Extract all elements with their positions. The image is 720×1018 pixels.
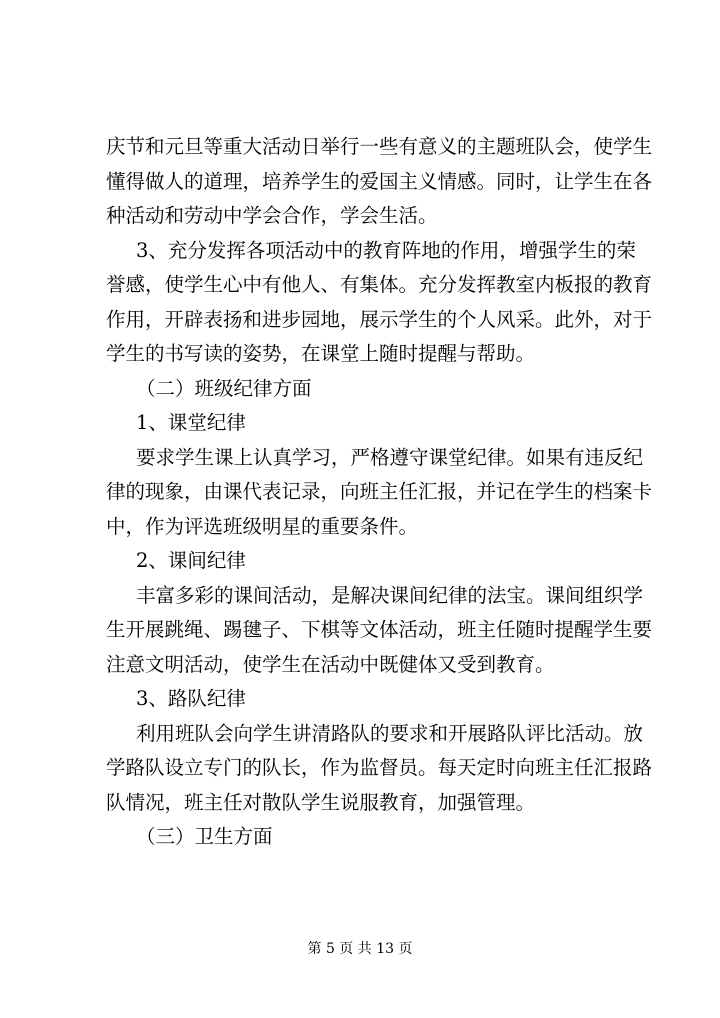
text-line: 要求学生课上认真学习，严格遵守课堂纪律。如果有违反纪 (136, 445, 644, 469)
text-line: 种活动和劳动中学会合作，学会生活。 (106, 204, 438, 227)
document-body (106, 130, 653, 855)
text-line: 誉感，使学生心中有他人、有集体。充分发挥教室内板报的教育 (106, 273, 653, 296)
section-heading: （二）班级纪律方面 (136, 376, 312, 400)
subsection-heading: 2、课间纪律 (136, 549, 246, 572)
text-line: 队情况，班主任对散队学生说服教育，加强管理。 (106, 790, 536, 814)
text-line: 学路队设立专门的队长，作为监督员。每天定时向班主任汇报路 (106, 756, 653, 779)
text-line: 学生的书写读的姿势，在课堂上随时提醒与帮助。 (106, 342, 536, 365)
text-line: 中，作为评选班级明星的重要条件。 (106, 514, 419, 538)
text-line: 作用，开辟表扬和进步园地，展示学生的个人风采。此外，对于 (106, 307, 653, 331)
text-line: 利用班队会向学生讲清路队的要求和开展路队评比活动。放 (136, 721, 644, 745)
text-line: 生开展跳绳、踢毽子、下棋等文体活动，班主任随时提醒学生要 (106, 618, 653, 641)
text-line: 丰富多彩的课间活动，是解决课间纪律的法宝。课间组织学 (136, 583, 644, 607)
text-line: 律的现象，由课代表记录，向班主任汇报，并记在学生的档案卡 (106, 480, 653, 503)
text-line: 3、充分发挥各项活动中的教育阵地的作用，增强学生的荣 (136, 238, 636, 262)
text-line: 庆节和元旦等重大活动日举行一些有意义的主题班队会，使学生 (106, 135, 653, 158)
section-heading: （三）卫生方面 (136, 825, 273, 848)
subsection-heading: 1、课堂纪律 (136, 411, 246, 434)
text-line: 懂得做人的道理，培养学生的爱国主义情感。同时，让学生在各 (106, 169, 653, 193)
page-number-footer: 第 5 页 共 13 页 (307, 941, 413, 957)
subsection-heading: 3、路队纪律 (136, 687, 246, 710)
text-line: 注意文明活动，使学生在活动中既健体又受到教育。 (106, 652, 555, 676)
